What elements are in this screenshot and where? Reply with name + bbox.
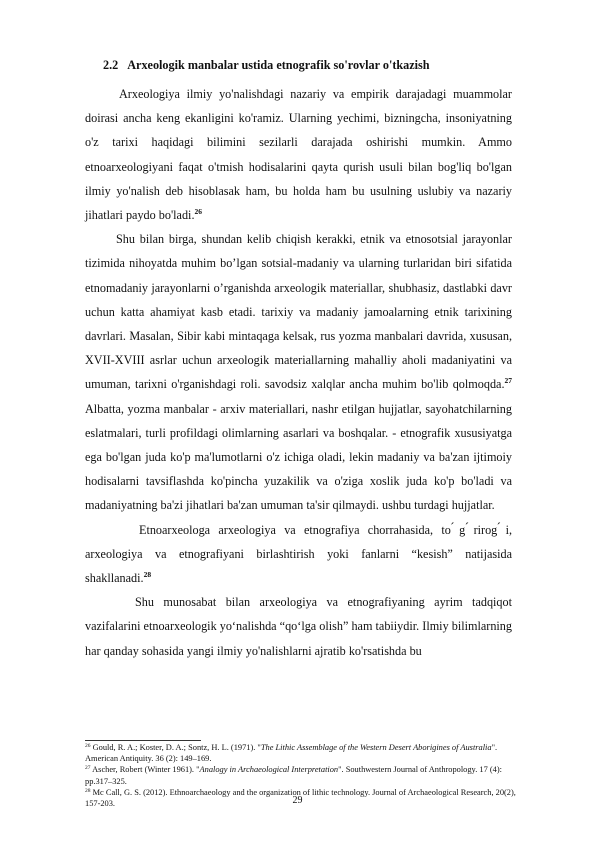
footnote-text: Mc Call, G. S. (2012). Ethnoarchaeology and the organization of lithic technology. Journal of Archaeological Research, 20(2), 157-203.	[85, 787, 516, 809]
paragraph-4	[85, 590, 512, 663]
footnote-title: The Lithic Assemblage of the Western Desert Aborigines of Australia	[260, 743, 492, 752]
paragraph-2	[85, 227, 512, 517]
paragraph-2-text-a: Shu bilan birga, shundan kelib chiqish kerakki, etnik va etnosotsial jarayonlar tizimida nihoyatda muhim bo’lgan sotsial-madaniy va ularning turlaridan biri sifatida etnomadaniy jarayonlarni o’rganishda arxeologik materiallar, shubhasiz, dastlabki davr uchun katta ahamiyat kasb etadi. tarixiy va madaniy jamoalarning etnik tarixining davrlari. Masalan, Sibir kabi mintaqaga kelsak, rus yozma manbalari davrida, xususan, XVII-XVIII asrlar uchun arxeologik materiallarning mahalliy aholi madaniyatini va umuman, tarixni o'rganishdagi roli. savodsiz xalqlar ancha muhim bo'lib qolmoqda.	[85, 232, 512, 392]
paragraph-2-text-b: Albatta, yozma manbalar - arxiv materiallari, nashr etilgan hujjatlar, sayohatchilarning eslatmalari, turli profildagi olimlarning asarlari va boshqalar. - etnografik xususiyatga ega bo'lgan juda ko'p ma'lumotlarni o'z ichiga oladi, lekin madaniy va ba'zan ijtimoiy hodisalarni tavsiflashda ko'pincha yuzakilik va o'ziga xoslik juda ko'p bo'ladi va madaniyatning ba'zi jihatlari ba'zan umuman ta'sir qilmaydi. ushbu turdagi hujjatlar.	[85, 401, 512, 513]
footnote-ref-26: 26	[194, 207, 202, 217]
section-title: Arxeologik manbalar ustida etnografik so'rovlar o'tkazish	[127, 58, 430, 72]
paragraph-1-text: Arxeologiya ilmiy yo'nalishdagi nazariy va empirik darajadagi muammolar doirasi ancha keng ekanligini ko'ramiz. Ularning yechimi, bizningcha, insoniyatning o'z tarixi haqidagi bilimini sezilarli darajada oshirishi mumkin. Ammo etnoarxeologiyani faqat o'tmish hodisalarini qayta qurish usuli bilan bog'liq bo'lgan ilmiy yo'nalish deb hisoblasak ham, bu holda ham bu usulning uslubiy va nazariy jihatlari paydo bo'ladi.	[85, 87, 512, 223]
paragraph-1	[85, 82, 512, 227]
footnote-separator	[85, 740, 201, 741]
footnote-ref-28: 28	[143, 570, 152, 580]
paragraph-3-text: Etnoarxeologa arxeologiya va etnografiya chorrahasida, to ́g ́rirog ́i, arxeologiya va etnografiyani birlashtirish yoki fanlarni “kesish” natijasida shakllanadi.	[85, 522, 512, 586]
footnote-ref-27: 27	[504, 376, 512, 386]
footnote-number: 28	[85, 787, 91, 794]
footnote-text: ". Southwestern Journal of Anthropology. 17 (4): pp.317–325.	[85, 765, 502, 786]
footnote-text: Ascher, Robert (Winter 1961). "	[90, 765, 200, 775]
section-number: 2.2	[103, 58, 119, 72]
footnote-number: 26	[85, 743, 91, 749]
paragraph-3	[85, 518, 512, 591]
section-heading	[103, 58, 430, 73]
footnote-text: ". American Antiquity. 36 (2): 149–169.	[85, 743, 498, 764]
footnote-text: Gould, R. A.; Koster, D. A.; Sontz, H. L. (1971). "	[90, 743, 261, 752]
footnote-title: Analogy in Archaeological Interpretation	[199, 765, 339, 775]
footnote-number: 27	[85, 765, 91, 772]
page-number: 29	[292, 795, 303, 806]
footnote-26	[85, 742, 525, 764]
paragraph-4-text: Shu munosabat bilan arxeologiya va etnografiyaning ayrim tadqiqot vazifalarini etnoarxeologik yo‘nalishda “qo‘lga olish” ham tabiiydir. Ilmiy bilimlarning har qanday sohasida yangi ilmiy yo'nalishlarni ajratib ko'rsatishda bu	[85, 595, 512, 658]
footnote-27	[85, 764, 525, 786]
body-text	[85, 82, 512, 663]
